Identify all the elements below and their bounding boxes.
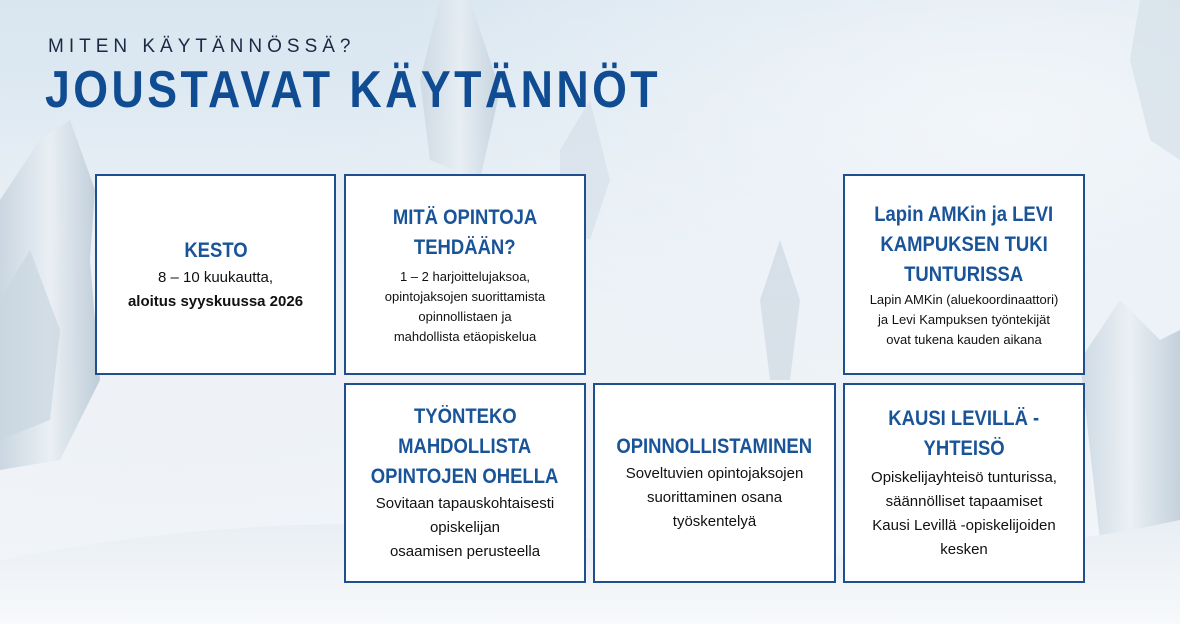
card-tyonteko-line-1: Sovitaan tapauskohtaisesti (375, 495, 555, 512)
card-tuki-heading-3: TUNTURISSA (904, 262, 1024, 286)
card-opinnot-heading-1: MITÄ OPINTOJA (392, 205, 538, 229)
card-opinnollistaminen-line-3: työskentelyä (672, 513, 757, 530)
page-title: JOUSTAVAT KÄYTÄNNÖT (45, 61, 662, 119)
card-tuki (843, 174, 1085, 375)
card-opinnot-line-1: 1 – 2 harjoittelujaksoa, (399, 268, 531, 284)
card-kausi-line-4: kesken (940, 541, 988, 558)
card-opinnollistaminen-heading: OPINNOLLISTAMINEN (616, 435, 813, 458)
card-kausi (843, 383, 1085, 583)
card-kesto-line-1: 8 – 10 kuukautta, (157, 268, 274, 286)
card-tuki-line-1: Lapin AMKin (aluekoordinaattori) (869, 291, 1059, 307)
card-opinnollistaminen-line-1: Soveltuvien opintojaksojen (625, 465, 804, 482)
card-tyonteko-heading-2: MAHDOLLISTA (398, 435, 532, 458)
card-opinnot-heading-2: TEHDÄÄN? (414, 235, 516, 259)
card-kausi-line-1: Opiskelijayhteisö tunturissa, (871, 469, 1057, 486)
card-tuki-line-2: ja Levi Kampuksen työntekijät (878, 311, 1050, 327)
card-opinnollistaminen-line-2: suorittaminen osana (646, 489, 783, 506)
card-tuki-heading-1: Lapin AMKin ja LEVI (874, 202, 1054, 226)
card-opinnot (344, 174, 586, 375)
card-tyonteko-line-3: osaamisen perusteella (389, 543, 541, 560)
card-tyonteko-heading-3: OPINTOJEN OHELLA (371, 465, 559, 488)
page-subtitle: MITEN KÄYTÄNNÖSSÄ? (48, 36, 356, 57)
card-kausi-heading-2: YHTEISÖ (923, 437, 1005, 460)
card-opinnot-line-3: opinnollistaen ja (418, 308, 512, 324)
card-opinnot-line-4: mahdollista etäopiskelua (393, 328, 537, 344)
card-tyonteko-line-2: opiskelijan (429, 519, 501, 536)
card-kausi-line-3: Kausi Levillä -opiskelijoiden (872, 517, 1056, 534)
card-kausi-heading-1: KAUSI LEVILLÄ - (888, 407, 1040, 430)
card-kausi-line-2: säännölliset tapaamiset (885, 493, 1043, 510)
card-tyonteko-heading-1: TYÖNTEKO (413, 405, 517, 428)
card-kesto-heading: KESTO (183, 238, 248, 262)
card-tuki-line-3: ovat tukena kauden aikana (886, 331, 1042, 347)
card-tyonteko (344, 383, 586, 583)
card-kesto (95, 174, 336, 375)
card-kesto-line-2: aloitus syyskuussa 2026 (127, 292, 304, 310)
card-tuki-heading-2: KAMPUKSEN TUKI (880, 232, 1048, 256)
card-opinnollistaminen (593, 383, 836, 583)
card-opinnot-line-2: opintojaksojen suorittamista (384, 288, 546, 304)
